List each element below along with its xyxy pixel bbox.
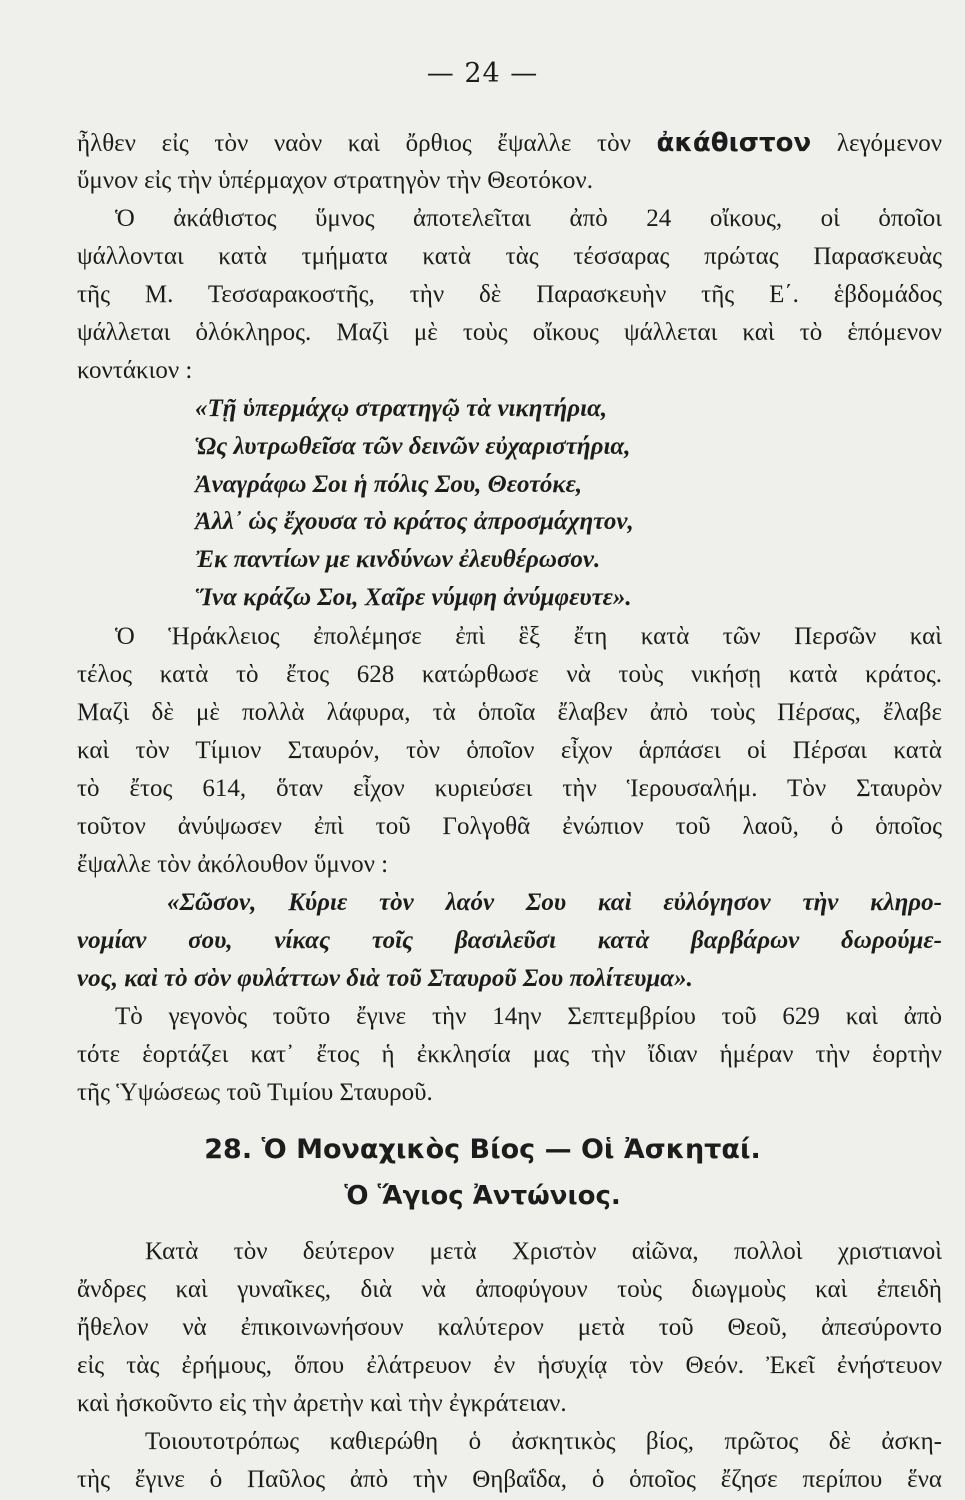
sub-heading: Ὁ Ἅγιος Ἀντώνιος.: [344, 1181, 621, 1211]
text-line: [77, 124, 942, 163]
text-span: ἦλθεν εἰς τὸν ναὸν καὶ ὄρθιος ἔψαλλε τὸν: [77, 130, 631, 157]
text-line: ἄνδρες καὶ γυναῖκες, διὰ νὰ ἀποφύγουν τοὺς διωγμοὺς καὶ ἐπειδὴ: [77, 1276, 942, 1303]
hymn-verse: Ἐκ παντίων με κινδύνων ἐλευθέρωσον.: [195, 546, 601, 573]
section-heading: 28. Ὁ Μοναχικὸς Βίος — Οἱ Ἀσκηταί.: [204, 1134, 761, 1165]
text-line: τότε ἑορτάζει κατ᾽ ἔτος ἡ ἐκκλησία μας τὴν ἴδιαν ἡμέραν τὴν ἑορτὴν: [77, 1041, 942, 1068]
hymn-line: νος, καὶ τὸ σὸν φυλάττων διὰ τοῦ Σταυροῦ Σου πολίτευμα».: [77, 965, 693, 992]
text-line: Τὸ γεγονὸς τοῦτο ἔγινε τὴν 14ην Σεπτεμβρίου τοῦ 629 καὶ ἀπὸ: [115, 1003, 942, 1030]
text-line: τέλος κατὰ τὸ ἔτος 628 κατώρθωσε νὰ τοὺς νικήσῃ κατὰ κράτος.: [77, 661, 942, 688]
text-line: τῆς Ὑψώσεως τοῦ Τιμίου Σταυροῦ.: [77, 1079, 433, 1106]
emphasized-word: ἀκάθιστον: [656, 128, 812, 158]
hymn-verse: Ὡς λυτρωθεῖσα τῶν δεινῶν εὐχαριστήρια,: [195, 433, 631, 460]
hymn-line: «Σῶσον, Κύριε τὸν λαόν Σου καὶ εὐλόγησον τὴν κληρο-: [167, 889, 942, 916]
text-line: καὶ ἠσκοῦντο εἰς τὴν ἀρετὴν καὶ τὴν ἐγκράτειαν.: [77, 1390, 567, 1417]
hymn-verse: Ἀλλ᾽ ὡς ἔχουσα τὸ κράτος ἀπροσμάχητον,: [195, 508, 634, 535]
text-span: λεγόμενον: [836, 130, 943, 157]
text-line: ἤθελον νὰ ἐπικοινωνήσουν καλύτερον μετὰ τοῦ Θεοῦ, ἀπεσύροντο: [77, 1314, 942, 1341]
text-line: καὶ τὸν Τίμιον Σταυρόν, τὸν ὁποῖον εἶχον ἁρπάσει οἱ Πέρσαι κατὰ: [77, 737, 942, 764]
hymn-verse: Ἵνα κράζω Σοι, Χαῖρε νύμφη ἀνύμφευτε».: [195, 584, 632, 611]
hymn-verse: «Τῇ ὑπερμάχῳ στρατηγῷ τὰ νικητήρια,: [195, 395, 608, 422]
hymn-line: νομίαν σου, νίκας τοῖς βασιλεῦσι κατὰ βαρβάρων δωρούμε-: [77, 927, 942, 954]
text-line: τῆς Μ. Τεσσαρακοστῆς, τὴν δὲ Παρασκευὴν τῆς Ε΄. ἑβδομάδος: [77, 281, 942, 308]
text-line: κοντάκιον :: [77, 357, 193, 384]
text-line: τὸ ἔτος 614, ὅταν εἶχον κυριεύσει τὴν Ἱερουσαλήμ. Τὸν Σταυρὸν: [77, 775, 942, 802]
text-line: εἰς τὰς ἐρήμους, ὅπου ἐλάτρευον ἐν ἡσυχίᾳ τὸν Θεόν. Ἐκεῖ ἐνήστευον: [77, 1352, 942, 1379]
hymn-verse: Ἀναγράφω Σοι ἡ πόλις Σου, Θεοτόκε,: [195, 471, 583, 498]
text-line: Τοιουτοτρόπως καθιερώθη ὁ ἀσκητικὸς βίος, πρῶτος δὲ ἀσκη-: [145, 1428, 942, 1455]
text-line: ὕμνον εἰς τὴν ὑπέρμαχον στρατηγὸν τὴν Θεοτόκον.: [77, 167, 593, 194]
text-line: Ὁ Ἡράκλειος ἐπολέμησε ἐπὶ ἓξ ἔτη κατὰ τῶν Περσῶν καὶ: [115, 623, 942, 650]
text-line: τὴς ἔγινε ὁ Παῦλος ἀπὸ τὴν Θηβαΐδα, ὁ ὁποῖος ἔζησε περίπου ἕνα: [77, 1466, 942, 1493]
text-line: ἔψαλλε τὸν ἀκόλουθον ὕμνον :: [77, 851, 389, 878]
text-line: ψάλλονται κατὰ τμήματα κατὰ τὰς τέσσαρας πρώτας Παρασκευὰς: [77, 243, 942, 270]
text-line: ψάλλεται ὁλόκληρος. Μαζὶ μὲ τοὺς οἴκους ψάλλεται καὶ τὸ ἑπόμενον: [77, 319, 942, 346]
page-number: — 24 —: [426, 58, 539, 89]
text-line: Ὁ ἀκάθιστος ὕμνος ἀποτελεῖται ἀπὸ 24 οἴκους, οἱ ὁποῖοι: [115, 205, 942, 232]
text-line: Κατὰ τὸν δεύτερον μετὰ Χριστὸν αἰῶνα, πολλοὶ χριστιανοὶ: [145, 1238, 942, 1265]
text-line: Μαζὶ δὲ μὲ πολλὰ λάφυρα, τὰ ὁποῖα ἔλαβεν ἀπὸ τοὺς Πέρσας, ἔλαβε: [77, 699, 942, 726]
text-line: τοῦτον ἀνύψωσεν ἐπὶ τοῦ Γολγοθᾶ ἐνώπιον τοῦ λαοῦ, ὁ ὁποῖος: [77, 813, 942, 840]
